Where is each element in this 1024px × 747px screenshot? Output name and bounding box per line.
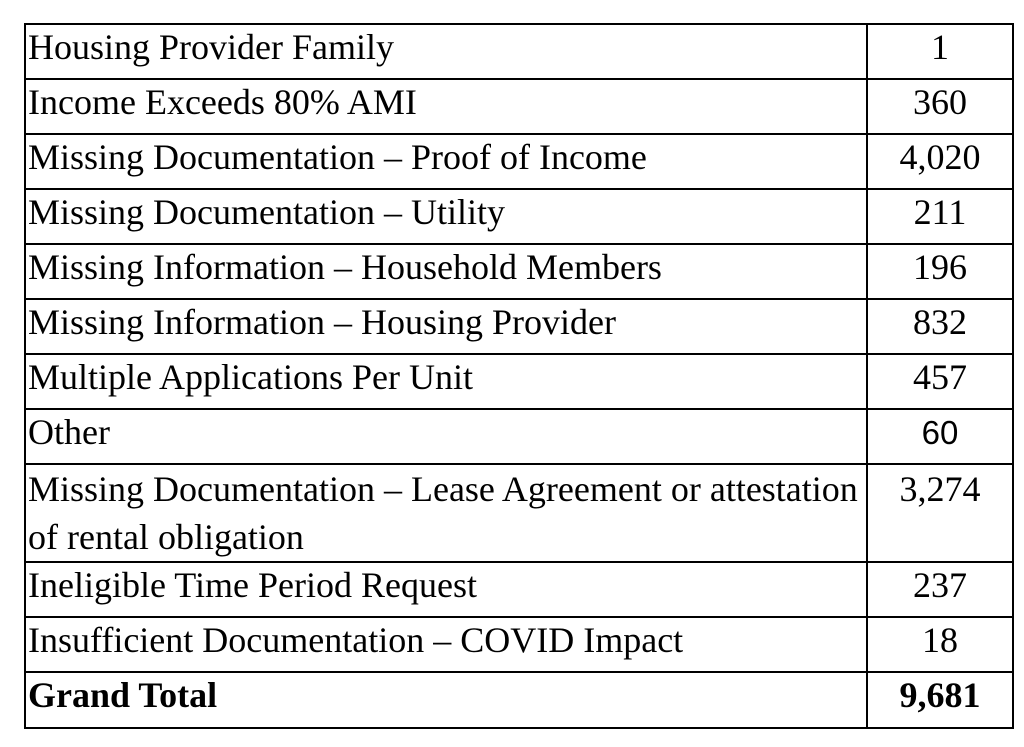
table-row	[25, 24, 1013, 79]
table-row	[25, 409, 1013, 464]
row-value: 457	[867, 354, 1013, 409]
table-row	[25, 299, 1013, 354]
row-label: Other	[25, 409, 867, 464]
row-label: Missing Documentation – Proof of Income	[25, 134, 867, 189]
table-row	[25, 79, 1013, 134]
table-row	[25, 134, 1013, 189]
row-value: 196	[867, 244, 1013, 299]
row-value: 1	[867, 24, 1013, 79]
row-value: 3,274	[867, 464, 1013, 562]
row-value: 18	[867, 617, 1013, 672]
row-label: Missing Information – Household Members	[25, 244, 867, 299]
row-value: 832	[867, 299, 1013, 354]
table-row	[25, 562, 1013, 617]
row-label: Ineligible Time Period Request	[25, 562, 867, 617]
row-label: Income Exceeds 80% AMI	[25, 79, 867, 134]
table-row	[25, 244, 1013, 299]
row-value: 60	[867, 409, 1013, 464]
table-row	[25, 617, 1013, 672]
denial-reasons-table	[24, 23, 1014, 729]
table-row	[25, 464, 1013, 562]
row-label: Multiple Applications Per Unit	[25, 354, 867, 409]
table-row	[25, 354, 1013, 409]
row-value: 360	[867, 79, 1013, 134]
row-label: Missing Documentation – Lease Agreement or attestation of rental obligation	[25, 464, 867, 562]
row-value: 211	[867, 189, 1013, 244]
row-value: 4,020	[867, 134, 1013, 189]
grand-total-value: 9,681	[867, 672, 1013, 728]
grand-total-label: Grand Total	[25, 672, 867, 728]
row-label: Housing Provider Family	[25, 24, 867, 79]
row-label: Insufficient Documentation – COVID Impact	[25, 617, 867, 672]
row-value: 237	[867, 562, 1013, 617]
table-row	[25, 189, 1013, 244]
grand-total-row	[25, 672, 1013, 728]
row-label: Missing Information – Housing Provider	[25, 299, 867, 354]
row-label: Missing Documentation – Utility	[25, 189, 867, 244]
